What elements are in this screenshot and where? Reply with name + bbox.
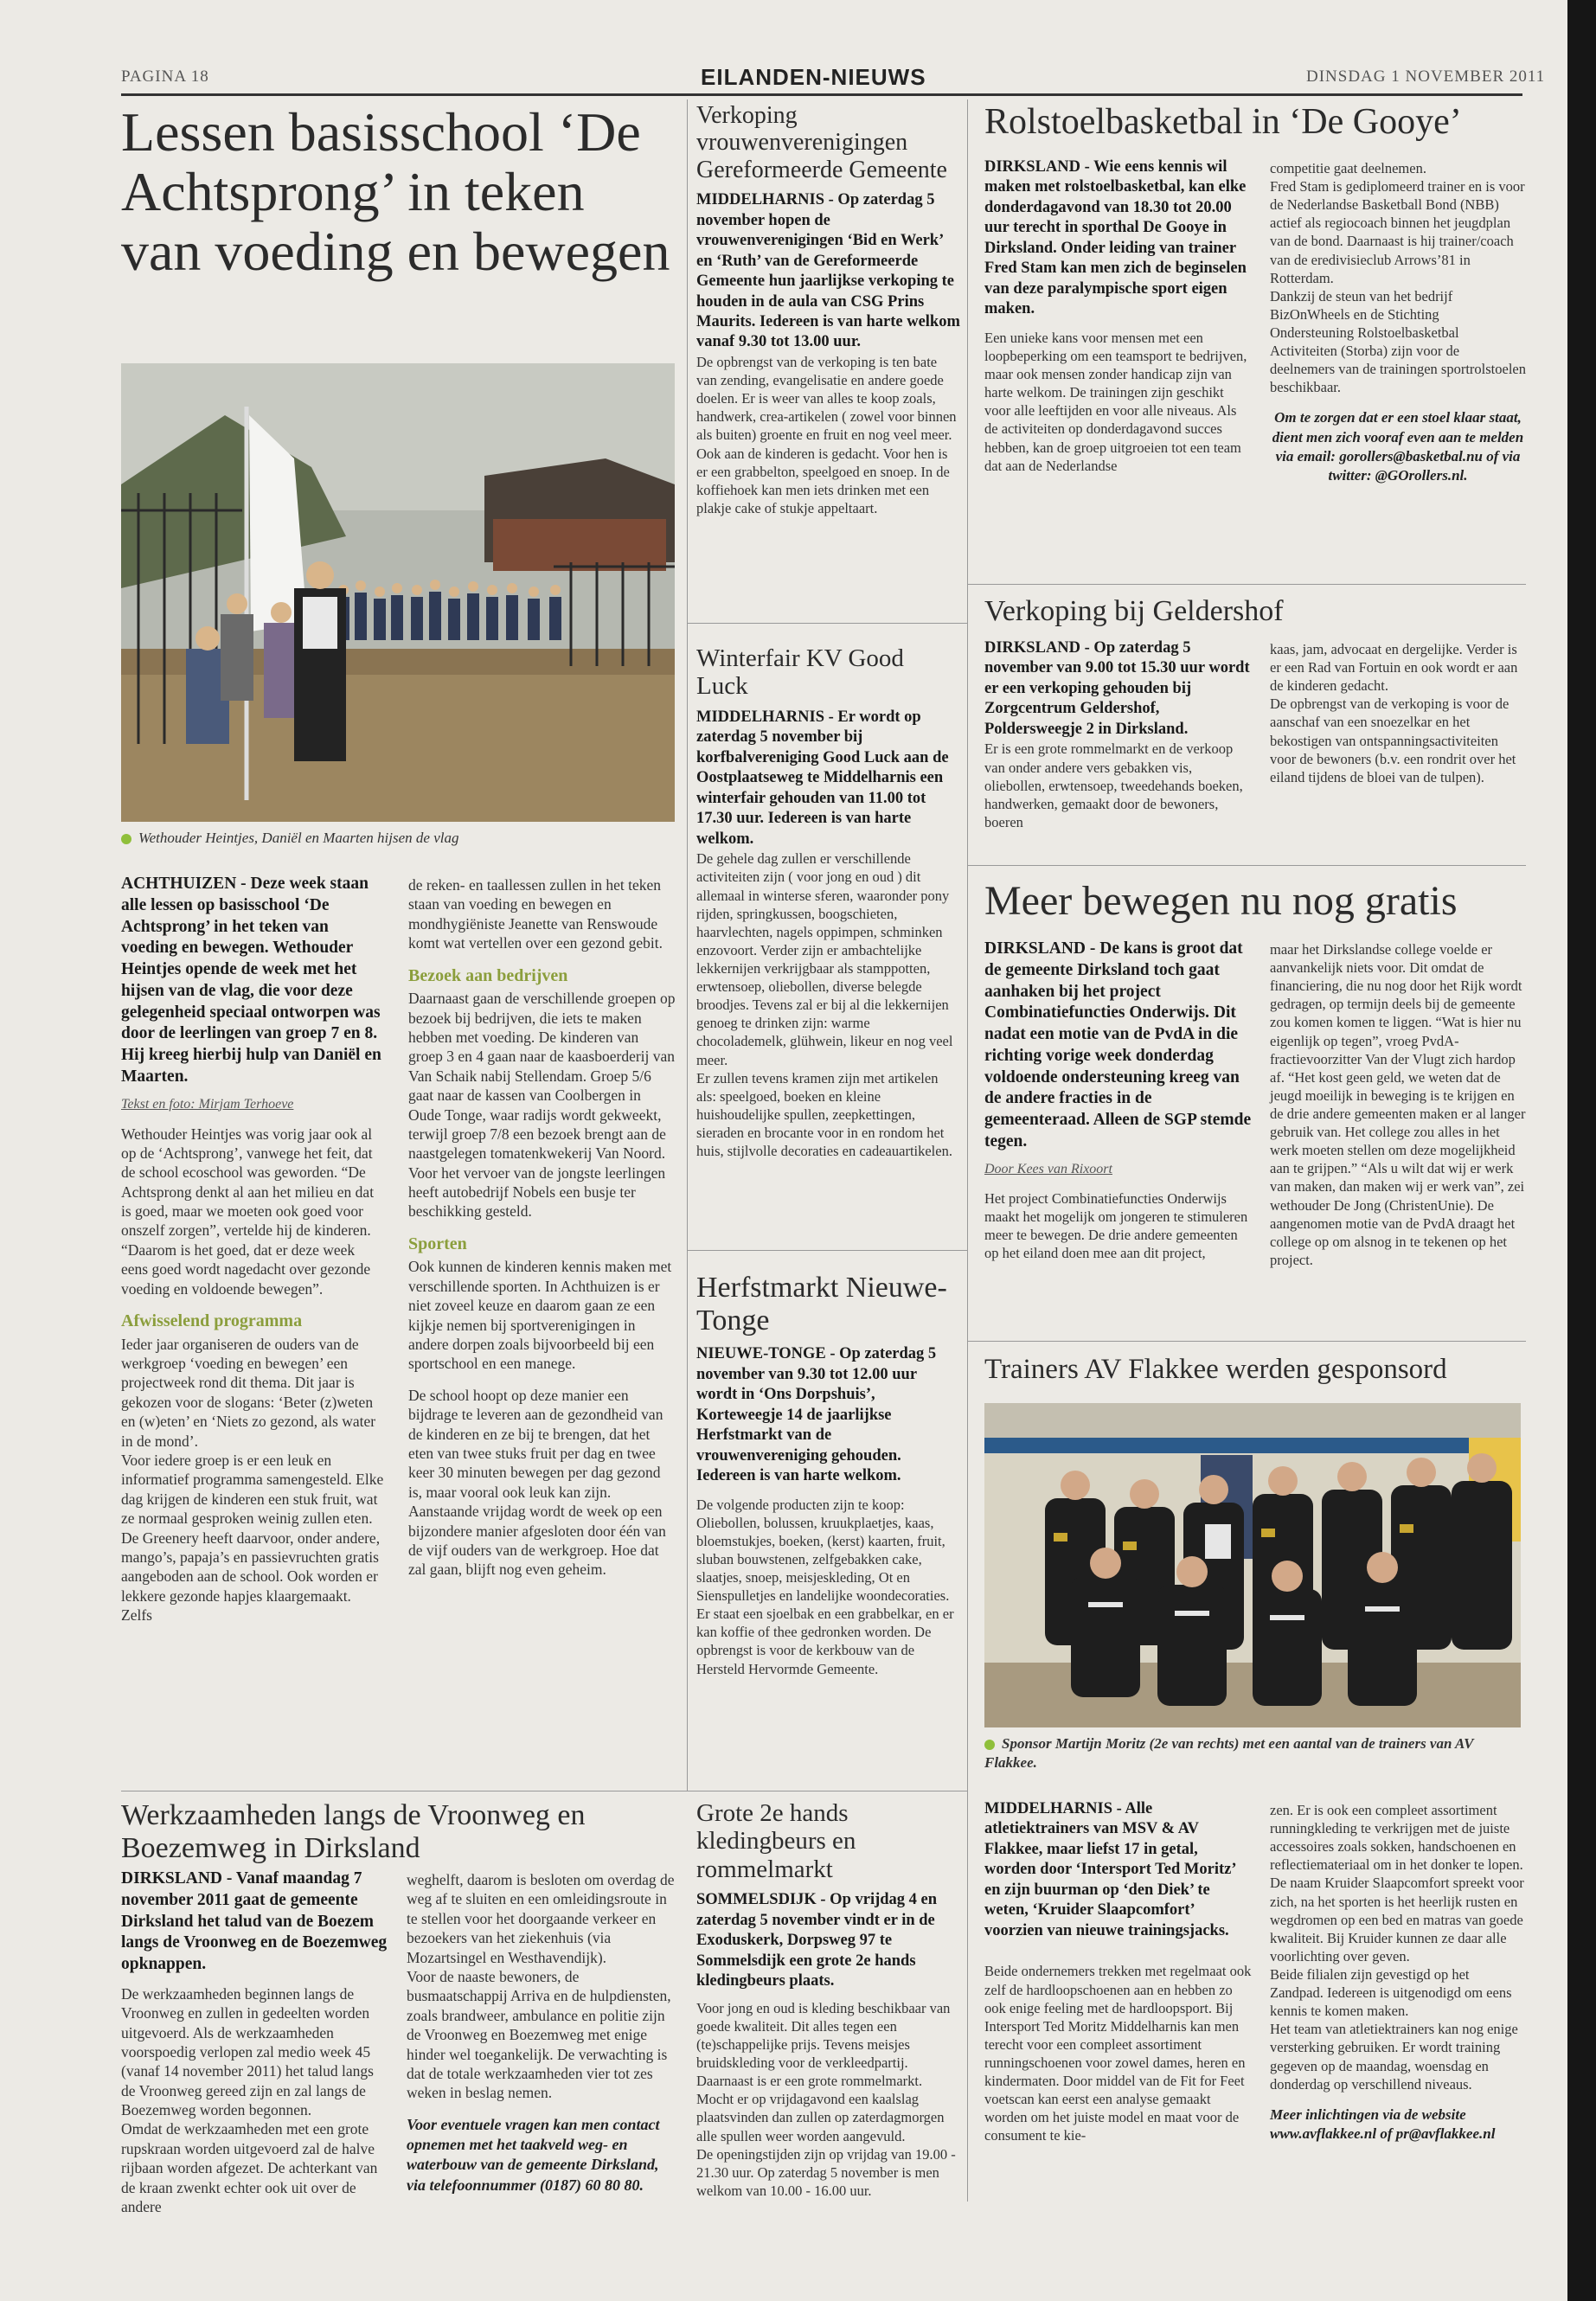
page-number: PAGINA 18	[121, 67, 209, 86]
article-headline: Meer bewegen nu nog gratis	[984, 878, 1458, 924]
article-credit: Door Kees van Rixoort	[984, 1161, 1112, 1176]
article-headline: Verkoping vrouwenverenigingen Gereformeerde Gemeente	[696, 102, 947, 183]
article-body	[696, 353, 960, 517]
article-body	[984, 329, 1253, 475]
paragraph: Het project Combinatiefuncties Onderwijs maakt het mogelijk om jongeren te stimuleren meer te bewegen. De drie andere gemeenten op het eiland doen mee aan dit project,	[984, 1189, 1248, 1261]
paragraph: maar het Dirkslandse college voelde er aanvankelijk niets voor. Dit omdat de financiering, die nu nog door het Rijk wordt gedragen, op termijn deels bij de gemeente zou komen komen te liggen. “Wat is hier nu eigenlijk op tegen”, vroeg PvdA-fractievoorzitter Van der Vlugt zich hardop af. “Het kost geen geld, we weten dat de jeugd moeilijk in beweging is te krijgen en de drie andere gemeenten maken er al langer gebruik van. Het college zou alles in het werk moeten stellen om deze mogelijkheid aan te grijpen.” “Als u wilt dat wij er werk van maken, dan maken wij er werk van”, zei wethouder De Jong (ChristenUnie). De aangenomen motie van de PvdA draagt het college op om alsnog in te tekenen op het project.	[1270, 941, 1526, 1268]
caption-text: Wethouder Heintjes, Daniël en Maarten hijsen de vlag	[138, 830, 459, 846]
paragraph: Daarnaast is er een grote rommelmarkt. Mocht er op vrijdagavond een kaalslag plaatsvinden dan zullen op zaterdagmorgen alle spullen weer worden aangevuld.	[696, 2073, 945, 2144]
article-body	[696, 1999, 960, 2200]
article-column-2	[1270, 1801, 1526, 2144]
paragraph: de reken- en taallessen zullen in het teken staan van voeding en bewegen en mondhygiëniste Jeanette van Renswoude komt wat vertellen over een gezond gebit.	[408, 876, 663, 952]
article-headline: Winterfair KV Good Luck	[696, 644, 904, 701]
paragraph: kaas, jam, advocaat en dergelijke. Verder is er een Rad van Fortuin en ook wordt er aan de kinderen gedacht.	[1270, 641, 1518, 695]
paragraph: De openingstijden zijn op vrijdag van 19.00 - 21.30 uur. Op zaterdag 5 november is men welkom van 10.00 - 16.00 uur.	[696, 2145, 956, 2199]
section-divider	[968, 584, 1526, 585]
paragraph: De opbrengst van de verkoping is voor de aanschaf van een snoezelkar en het bekostigen van ontspanningsactiviteiten voor de bewoners (b.v. een rondrit over het eiland tijdens de bloei van de tulpen).	[1270, 695, 1516, 785]
article-body	[696, 849, 960, 1160]
paragraph: weghelft, daarom is besloten om overdag de weg af te sluiten en een omleidingsroute in te stellen voor het doorgaande verkeer en bezoekers van het ziekenhuis (via Mozartsingel en Westhavendijk).	[407, 1871, 675, 1966]
article-lead: DIRKSLAND - Op zaterdag 5 november van 9.00 tot 15.30 uur wordt er een verkoping gehouden bij Zorgcentrum Geldershof, Poldersweegje 2 in Dirksland.	[984, 639, 1250, 738]
photo-illustration	[984, 1403, 1521, 1727]
article-lead: NIEUWE-TONGE - Op zaterdag 5 november van 9.30 tot 12.00 uur wordt in ‘Ons Dorpshuis’, Korteweegje 14 de jaarlijkse Herfstmarkt van de vrouwenvereniging gehouden. Iedereen is van harte welkom.	[696, 1345, 937, 1485]
subheading: Afwisselend programma	[121, 1311, 303, 1331]
article-headline: Lessen basisschool ‘De Achtsprong’ in teken van voeding en bewegen	[121, 101, 670, 283]
section-divider	[968, 865, 1526, 866]
article-body	[121, 1125, 385, 1625]
article-body	[984, 1962, 1253, 2144]
article-column-1	[984, 939, 1253, 1274]
article-headline: Werkzaamheden langs de Vroonweg en Boezemweg in Dirksland	[121, 1799, 586, 1865]
bullet-icon	[121, 834, 131, 844]
paragraph: De gehele dag zullen er verschillende activiteiten zijn ( voor jong en oud ) dit allemaal in winterse sferen, waaronder pony rijden, springkussen, boogschieten, haarvlechten, nagels oppimpen, schminken enzovoort. Verder zijn er ambachtelijke lekkernijen verkrijgbaar als stamppotten, erwtensoep, oliebollen, diverse belegde broodjes. Tevens zal er bij al die lekkernijen genoeg te drinken zijn: warme chocolademelk, glühwein, likeur en nog veel meer.	[696, 850, 953, 1068]
article-headline: Grote 2e hands kledingbeurs en rommelmarkt	[696, 1799, 856, 1883]
paragraph: De school hoopt op deze manier een bijdrage te leveren aan de gezondheid van de kinderen en ze bij te brengen, dat het eten van twee stuks fruit per dag en twee keer 30 minuten bewegen per dag gezond is, maar vooral ook leuk kan zijn. Aanstaande vrijdag wordt de week op een bijzondere manier afgesloten door één van de vijf ouders van de werkgroep. Hoe dat zal gaan, blijft nog even geheim.	[408, 1386, 666, 1579]
article-column-2	[1270, 159, 1526, 485]
article-headline: Rolstoelbasketbal in ‘De Gooye’	[984, 102, 1462, 142]
article-column-2	[1270, 640, 1526, 798]
bullet-icon	[984, 1740, 995, 1750]
article-column-1	[121, 874, 385, 1637]
paragraph: Het team van atletiektrainers kan nog enige versterking gebruiken. Er wordt training gegeven op de maandag, woensdag en donderdag op verschillend niveaus.	[1270, 2021, 1518, 2093]
paragraph: competitie gaat deelnemen.	[1270, 160, 1426, 176]
article-herfstmarkt	[696, 1272, 960, 1690]
article-body	[696, 1496, 960, 1678]
paragraph: De opbrengst van de verkoping is ten bate van zending, evangelisatie en andere goede doelen. Er is weer van alles te koop zoals, handwerk, crea-artikelen ( zowel voor binnen als buiten) groente en fruit en nog veel meer. Ook aan de kinderen is gedacht. Voor hen is er een grabbelton, speelgoed en snoep. In de koffiehoek kan men iets drinken met een plakje cake of stukje appeltaart.	[696, 353, 957, 516]
article-verkoping-vrouwen	[696, 102, 960, 529]
subheading: Sporten	[408, 1234, 467, 1253]
article-lead: MIDDELHARNIS - Alle atletiektrainers van MSV & AV Flakkee, maar liefst 17 in getal, worden door ‘Intersport Ted Moritz’ en zijn buurman op ‘den Diek’ te weten, ‘Kruider Slaapcomfort’ voorzien van nieuwe trainingsjacks.	[984, 1800, 1236, 1939]
article-headline: Herfstmarkt Nieuwe-Tonge	[696, 1272, 947, 1337]
paragraph: Fred Stam is gediplomeerd trainer en is voor de Nederlandse Basketball Bond (NBB) actief als regiocoach binnen het jeugdplan van de bond. Daarnaast is hij trainer/coach van de eredivisieclub Arrows’81 in Rotterdam.	[1270, 178, 1525, 286]
scan-edge	[1567, 0, 1596, 2301]
photo-caption	[984, 1734, 1529, 1772]
paragraph: De werkzaamheden beginnen langs de Vroonweg en zullen in gedeelten worden uitgevoerd. Als de werkzaamheden voorspoedig verlopen zal medio week 45 (vanaf 14 november 2011) het talud langs de Vroonweg gereed zijn en zal langs de Boezemweg worden begonnen.	[121, 1984, 374, 2119]
column-divider	[967, 99, 968, 2202]
column-divider	[687, 99, 688, 1791]
article-column-1	[121, 1868, 389, 2228]
article-headline: Trainers AV Flakkee werden gesponsord	[984, 1354, 1447, 1385]
paragraph: Voor de naaste bewoners, de busmaatschappij Arriva en de hulpdiensten, zoals brandweer, ambulance en politie zijn de Vroonweg en Boezemweg met enige hinder wel toegankelijk. De verwachting is dat de totale werkzaamheden vier tot zes weken in beslag nemen.	[407, 1967, 671, 2102]
article-body	[121, 1984, 389, 2217]
article-lead: DIRKSLAND - Wie eens kennis wil maken met rolstoelbasketbal, kan elke donderdagavond van 18.30 tot 20.00 uur terecht in sporthal De Gooye in Dirksland. Onder leiding van trainer Fred Stam kan men zich de beginselen van deze paralympische sport eigen maken.	[984, 158, 1247, 318]
issue-date: DINSDAG 1 NOVEMBER 2011	[1306, 67, 1546, 86]
paragraph: Daarnaast gaan de verschillende groepen op bezoek bij bedrijven, die iets te maken hebben met voeding. De kinderen van groep 3 en 4 gaan naar de kaasboerderij van Van Schaik nabij Stellendam. Groep 5/6 gaat naar de kassen van Coolbergen in Oude Tonge, waar radijs wordt gekweekt, terwijl groep 7/8 een bezoek brengt aan de naastgelegen tomatenkwekerij Van Noord. Voor het vervoer van de jongste leerlingen heeft autobedrijf Nobels een busje ter beschikking gesteld.	[408, 990, 676, 1221]
paragraph: De volgende producten zijn te koop: Oliebollen, bolussen, kruukplaetjes, kaas, bloemstukjes, boeken, (kerst) kaarten, fruit, sluban bouwstenen, zelfgebakken cake, slaatjes, snoep, meisjeskleding, Ot en Sienspulletjes en landelijke woondecoraties. Er staat een sjoelbak en een grabbelkar, en er kan koffie of thee gedronken worden. De opbrengst is voor de kerkbouw van de Hersteld Hervormde Gemeente.	[696, 1496, 954, 1677]
article-winterfair	[696, 644, 960, 1172]
paragraph: Een unieke kans voor mensen met een loopbeperking om een teamsport te bedrijven, maar ook mensen zonder handicap zijn van harte welkom. De trainingen zijn geschikt voor alle leeftijden en voor alle niveaus. Als de activiteiten op donderdagavond succes hebben, kan de groep uitgroeien tot een team dat aan de Nederlandse	[984, 329, 1247, 474]
section-divider	[688, 1250, 967, 1251]
article-lead: MIDDELHARNIS - Op zaterdag 5 november hopen de vrouwenverenigingen ‘Bid en Werk’ en ‘Ruth’ van de Gereformeerde Gemeente hun jaarlijkse verkoping te houden in de aula van CSG Prins Maurits. Iedereen is van harte welkom vanaf 9.30 tot 13.00 uur.	[696, 191, 960, 351]
article-body	[984, 740, 1253, 831]
article-lead: DIRKSLAND - De kans is groot dat de gemeente Dirksland toch gaat aanhaken bij het project Combinatiefuncties Onderwijs. Dit nadat een motie van de PvdA in die richting vorige week donderdag voldoende ondersteuning kreeg van de andere fracties in de gemeenteraad. Alleen de SGP stemde tegen.	[984, 939, 1252, 1150]
article-column-1	[984, 1799, 1253, 2157]
paragraph: Voor jong en oud is kleding beschikbaar van goede kwaliteit. Dit alles tegen een (te)schappelijke prijs. Tevens meisjes bruidskleding voor de verkleedpartij.	[696, 1999, 951, 2072]
paragraph: Ieder jaar organiseren de ouders van de werkgroep ‘voeding en bewegen’ een projectweek rond dit thema. Dit jaar is gekozen voor de slogans: ‘Beter (z)weten en (w)eten’ en ‘Niets zo gezond, als water in de mond’.	[121, 1335, 376, 1450]
contact-note: Meer inlichtingen via de website www.avflakkee.nl of pr@avflakkee.nl	[1270, 2106, 1496, 2142]
paragraph: Er is een grote rommelmarkt en de verkoop van onder andere vers gebakken vis, oliebollen, erwtensoep, tweedehands boeken, handwerken, gemaakt door de bewoners, boeren	[984, 740, 1243, 830]
paragraph: Beide ondernemers trekken met regelmaat ook zelf de hardloopschoenen aan en hebben zo ook enige feeling met de hardloopsport. Bij Intersport Ted Moritz Middelharnis kan men terecht voor een compleet assortiment runningschoenen voor zowel dames, heren en kindermaten. Door middel van de Fit for Feet voetscan kan eerst een analyse gemaakt worden om het juiste model en maat voor de consument te kie-	[984, 1963, 1252, 2144]
header-rule	[121, 93, 1522, 96]
article-kledingbeurs	[696, 1799, 960, 2212]
article-column-1	[984, 638, 1253, 843]
photo-caption	[121, 829, 675, 848]
subheading: Bezoek aan bedrijven	[408, 965, 568, 985]
paragraph: Beide filialen zijn gevestigd op het Zandpad. Iedereen is uitgenodigd om eens kennis te komen maken.	[1270, 1965, 1512, 2020]
paragraph: Voor iedere groep is er een leuk en informatief programma samengesteld. Elke dag krijgen de kinderen een stuk fruit, wat ze normaal gesproken weinig zullen eten. De Greenery heeft daarvoor, onder andere, mango’s, papaja’s en passievruchten gratis aangeboden aan de school. Ook worden er lekkere gezonde hapjes klaargemaakt. Zelfs	[121, 1451, 384, 1625]
school-flag-photo	[121, 363, 675, 822]
paragraph: Dankzij de steun van het bedrijf BizOnWheels en de Stichting Ondersteuning Rolstoelbasketbal Activiteiten (Storba) zijn voor de deelnemers van de trainingen sportrolstoelen beschikbaar.	[1270, 287, 1526, 396]
article-column-1	[984, 157, 1253, 487]
paragraph: Wethouder Heintjes was vorig jaar ook al op de ‘Achtsprong’, vanwege het feit, dat de school ecoschool was geworden. “De Achtsprong denkt al aan het milieu en dat is goed, maar we moeten ook goed voor onszelf zorgen”, vertelde hij de kinderen. “Daarom is het goed, dat er deze week eens goed wordt nagedacht over gezonde voeding en voldoende bewegen”.	[121, 1125, 375, 1298]
article-lead: ACHTHUIZEN - Deze week staan alle lessen op basisschool ‘De Achtsprong’ in het teken van voeding en bewegen. Wethouder Heintjes opende de week met het hijsen van de vlag, die voor deze gelegenheid speciaal ontworpen was door de leerlingen van groep 7 en 8. Hij kreeg hierbij hulp van Daniël en Maarten.	[121, 875, 381, 1086]
registration-note: Om te zorgen dat er een stoel klaar staat, dient men zich vooraf even aan te melden via email: gorollers@basketbal.nu of via twitter: @GOrollers.nl.	[1272, 409, 1524, 484]
masthead: EILANDEN-NIEUWS	[701, 64, 926, 90]
photo-illustration	[121, 363, 675, 822]
paragraph: Ook kunnen de kinderen kennis maken met verschillende sporten. In Achthuizen is er niet zoveel keuze en daarom gaan ze een kijkje nemen bij sportverenigingen in andere dorpen zoals bijvoorbeeld bij een sportschool en een manege.	[408, 1258, 672, 1373]
section-divider	[688, 623, 967, 624]
paragraph: zen. Er is ook een compleet assortiment runningkleding te verkrijgen met de juiste accessoires zoals sokken, handschoenen en reflectiemateriaal om in het donker te lopen.	[1270, 1802, 1523, 1874]
article-headline: Verkoping bij Geldershof	[984, 595, 1284, 627]
article-lead: MIDDELHARNIS - Er wordt op zaterdag 5 november bij korfbalvereniging Good Luck aan de Oostplaatseweg te Middelharnis een winterfair gehouden van 11.00 tot 17.30 uur. Iedereen is van harte welkom.	[696, 708, 949, 848]
paragraph: De naam Kruider Slaapcomfort spreekt voor zich, na het sporten is het heerlijk rusten en wegdromen op een bed en matras van goede kwaliteit. Bij Kruider kunnen ze daar alle voorlichting over geven.	[1270, 1875, 1524, 1965]
caption-text: Sponsor Martijn Moritz (2e van rechts) met een aantal van de trainers van AV Flakkee.	[984, 1735, 1474, 1772]
article-body	[984, 1189, 1253, 1262]
article-column-2	[407, 1870, 679, 2195]
article-lead: SOMMELSDIJK - Op vrijdag 4 en zaterdag 5 november vindt er in de Exoduskerk, Dorpsweg 97 te Sommelsdijk een grote 2e hands kledingbeurs plaats.	[696, 1891, 938, 1990]
article-column-2	[408, 875, 676, 1592]
trainers-group-photo	[984, 1403, 1521, 1727]
contact-note: Voor eventuele vragen kan men contact opnemen met het taakveld weg- en waterbouw van de gemeente Dirksland, via telefoonnummer (0187) 60 80 80.	[407, 2115, 660, 2194]
paragraph: Er zullen tevens kramen zijn met artikelen als: speelgoed, boeken en kleine huishoudelijke spullen, zeepkettingen, sieraden en brocante voor in en rondom het huis, stijlvolle decoraties en cadeauartikelen.	[696, 1069, 952, 1160]
article-credit: Tekst en foto: Mirjam Terhoeve	[121, 1096, 294, 1112]
paragraph: Omdat de werkzaamheden met een grote rupskraan worden uitgevoerd zal de halve rijbaan worden afgezet. De achterkant van de kraan zwenkt echter ook uit over de andere	[121, 2120, 378, 2216]
section-divider	[968, 1341, 1526, 1342]
article-lead: DIRKSLAND - Vanaf maandag 7 november 2011 gaat de gemeente Dirksland het talud van de Boezem langs de Vroonweg en de Boezemweg opknappen.	[121, 1869, 388, 1973]
article-column-2	[1270, 940, 1526, 1281]
